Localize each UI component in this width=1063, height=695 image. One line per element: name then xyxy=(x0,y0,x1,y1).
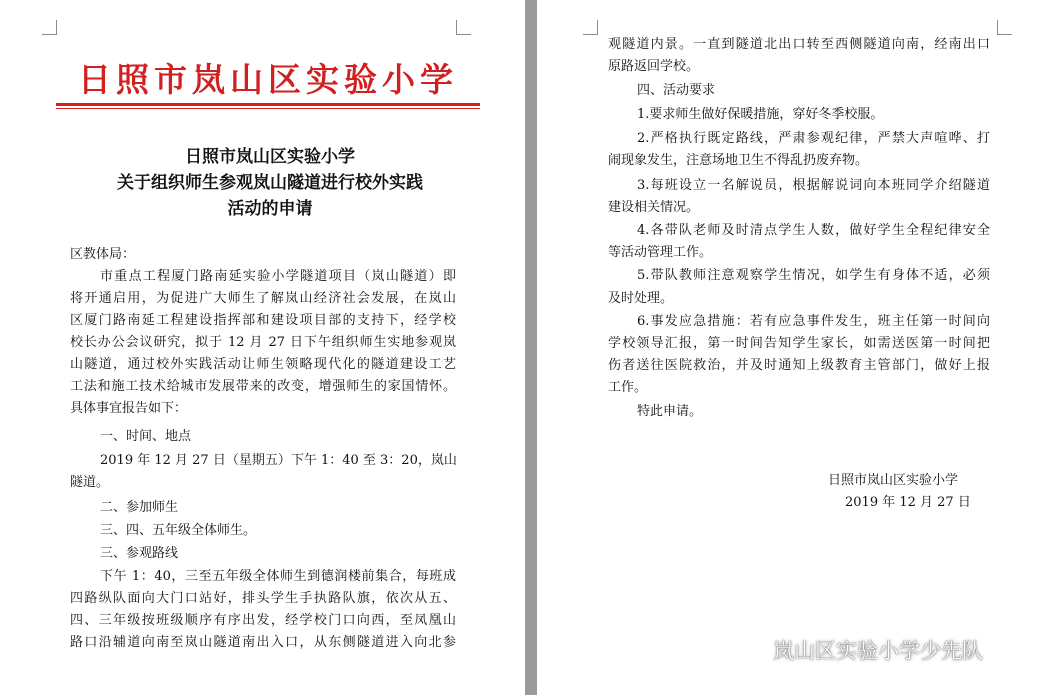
body-line: 隧道。 xyxy=(70,475,110,490)
body-line: 三、四、五年级全体师生。 xyxy=(100,523,257,538)
body-line: 5.带队教师注意观察学生情况，如学生有身体不适，必须 xyxy=(637,268,990,283)
closing-line: 特此申请。 xyxy=(637,404,703,419)
crop-mark xyxy=(42,20,57,35)
body-line: 闹现象发生，注意场地卫生不得乱扔废弃物。 xyxy=(608,153,869,168)
body-line: 2019 年 12 月 27 日（星期五）下午 1：40 至 3：20，岚山 xyxy=(100,453,457,468)
crop-mark xyxy=(456,20,471,35)
body-line: 伤者送往医院救治，并及时通知上级教育主管部门，做好上报 xyxy=(608,358,990,373)
body-line: 将开通启用，为促进广大师生了解岚山经济社会发展，在岚山 xyxy=(70,291,456,306)
body-line: 学校领导汇报，第一时间告知学生家长，如需送医第一时间把 xyxy=(608,336,990,351)
document-title-line: 活动的申请 xyxy=(227,199,313,219)
body-line: 具体事宜报告如下： xyxy=(70,401,188,416)
body-line: 市重点工程厦门路南延实验小学隧道项目（岚山隧道）即 xyxy=(100,269,456,284)
section-heading: 二、参加师生 xyxy=(100,500,179,515)
document-title-line: 关于组织师生参观岚山隧道进行校外实践 xyxy=(117,173,423,193)
section-heading: 三、参观路线 xyxy=(100,546,179,561)
body-line: 四路纵队面向大门口站好，排头学生手执路队旗，依次从五、 xyxy=(70,591,456,606)
body-line: 下午 1：40，三至五年级全体师生到德润楼前集合，每班成 xyxy=(100,569,456,584)
body-line: 四、三年级按班级顺序有序出发，经学校门口向西，至凤凰山 xyxy=(70,613,456,628)
body-line: 建设相关情况。 xyxy=(608,200,700,215)
section-heading: 一、时间、地点 xyxy=(100,429,192,444)
body-line: 及时处理。 xyxy=(608,291,674,306)
body-line: 工法和施工技术给城市发展带来的改变，增强师生的家国情怀。 xyxy=(70,379,456,394)
wechat-watermark xyxy=(735,634,983,666)
body-line: 区厦门路南延工程建设指挥部和建设项目部的支持下，经学校 xyxy=(70,313,456,328)
body-line: 观隧道内景。一直到隧道北出口转至西侧隧道向南，经南出口 xyxy=(608,37,990,52)
signature-date: 2019 年 12 月 27 日 xyxy=(845,495,971,510)
section-heading: 四、活动要求 xyxy=(637,83,716,98)
watermark-text: 岚山区实验小学少先队 xyxy=(773,639,983,663)
body-line: 山隧道，通过校外实践活动让师生领略现代化的隧道建设工艺 xyxy=(70,357,456,372)
signature-org: 日照市岚山区实验小学 xyxy=(828,473,959,488)
wechat-icon xyxy=(735,635,765,665)
body-line: 校长办公会议研究，拟于 12 月 27 日下午组织师生实地参观岚 xyxy=(70,335,456,350)
masthead-rule-thin xyxy=(56,108,480,109)
body-line: 1.要求师生做好保暖措施，穿好冬季校服。 xyxy=(637,107,884,122)
body-line: 路口沿辅道向南至岚山隧道南出入口，从东侧隧道进入向北参 xyxy=(70,635,456,650)
crop-mark xyxy=(583,20,598,35)
body-line: 6.事发应急措施：若有应急事件发生，班主任第一时间向 xyxy=(637,314,990,329)
document-page-left xyxy=(0,0,525,695)
salutation: 区教体局： xyxy=(70,247,136,262)
masthead-rule-thick xyxy=(56,103,480,106)
body-line: 4.各带队老师及时清点学生人数，做好学生全程纪律安全 xyxy=(637,223,990,238)
body-line: 原路返回学校。 xyxy=(608,59,700,74)
body-line: 2.严格执行既定路线，严肃参观纪律，严禁大声喧哗、打 xyxy=(637,131,990,146)
masthead-title: 日照市岚山区实验小学 xyxy=(78,60,458,99)
document-title-line: 日照市岚山区实验小学 xyxy=(185,147,355,167)
body-line: 工作。 xyxy=(608,380,648,395)
body-line: 3.每班设立一名解说员，根据解说词向本班同学介绍隧道 xyxy=(637,178,990,193)
body-line: 等活动管理工作。 xyxy=(608,245,713,260)
crop-mark xyxy=(997,20,1012,35)
